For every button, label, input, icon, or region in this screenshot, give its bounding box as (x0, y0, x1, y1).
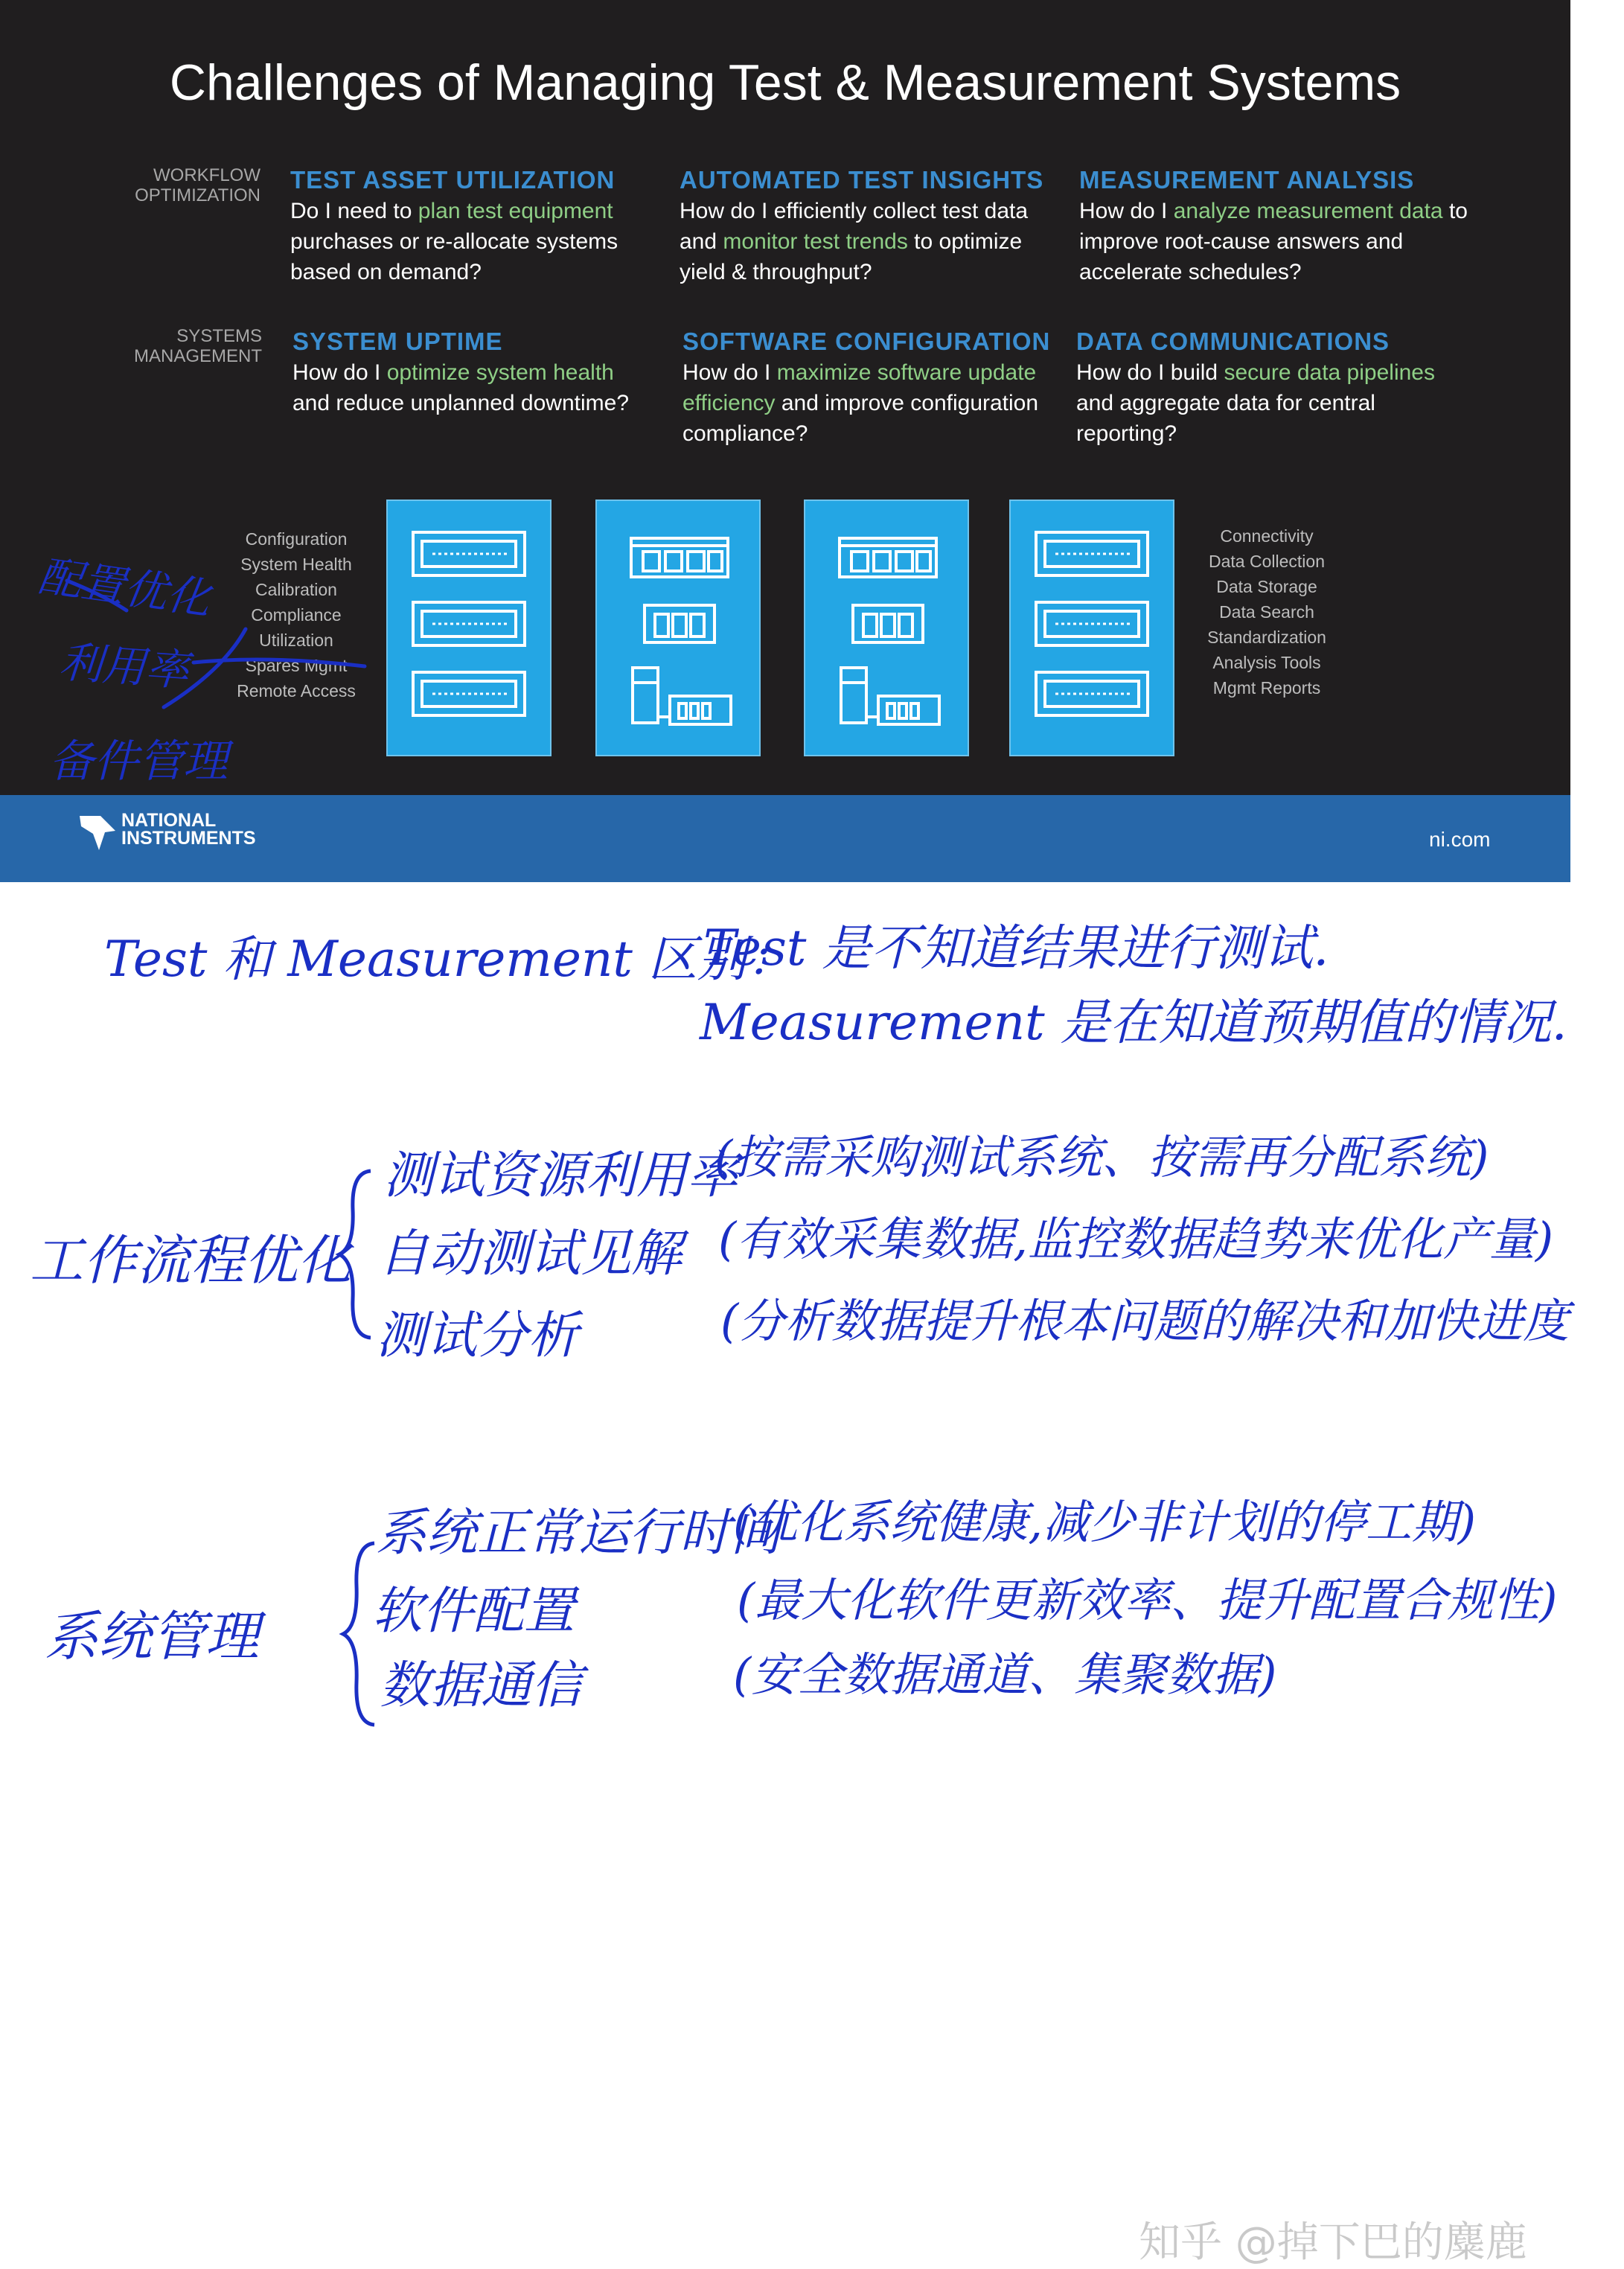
slide-title: Challenges of Managing Test & Measurement Systems (169, 54, 1401, 111)
row-label-line: WORKFLOW (153, 165, 260, 185)
card-text: purchases or re-allocate systems based on demand? (290, 229, 618, 284)
list-item: Mgmt Reports (1212, 678, 1321, 698)
list-item: Data Search (1219, 602, 1314, 622)
list-item: Connectivity (1220, 526, 1314, 546)
note-definition-label: Test 和 Measurement 区别： (104, 931, 796, 988)
ni-logo-text (121, 811, 256, 847)
note-group1-detail: (分析数据提升根本问题的解决和加快进度 (720, 1294, 1570, 1348)
list-item: Spares Mgmt (245, 656, 348, 675)
card-text: to improve root-cause answers and accelerate schedules? (1079, 199, 1468, 284)
slide (0, 0, 1570, 882)
card-title: TEST ASSET UTILIZATION (290, 166, 616, 194)
card-measurement-analysis (1079, 165, 1474, 287)
note-group1-label: 工作流程优化 (30, 1229, 352, 1292)
note-group1-item: 测试资源利用率 (383, 1146, 738, 1205)
logo-line: INSTRUMENTS (121, 828, 256, 849)
note-group2-item: 系统正常运行时间 (376, 1504, 781, 1563)
card-text: and improve configuration compliance? (682, 391, 1039, 446)
panel-instruments-2 (804, 500, 969, 756)
card-data-communications (1076, 326, 1463, 449)
panel-rack-servers-2 (1009, 500, 1174, 756)
list-item: Standardization (1207, 628, 1326, 647)
logo-line: NATIONAL (121, 810, 217, 831)
card-text: and aggregate data for central reporting? (1076, 391, 1375, 446)
margin-ink-strokes (0, 0, 447, 819)
row-label-line: MANAGEMENT (133, 346, 262, 366)
list-item: Analysis Tools (1212, 653, 1321, 672)
card-body (680, 196, 1037, 287)
note-group1-item: 测试分析 (376, 1306, 579, 1365)
card-highlight: monitor test trends (723, 229, 908, 254)
note-group1-detail: (按需采购测试系统、按需再分配系统) (715, 1130, 1489, 1184)
card-highlight: maximize software update efficiency (682, 360, 1037, 415)
list-item: Compliance (251, 605, 342, 625)
card-highlight: optimize system health (386, 360, 614, 385)
note-group1-detail: (有效采集数据,监控数据趋势来优化产量) (718, 1212, 1554, 1266)
card-highlight: plan test equipment (418, 199, 613, 223)
note-definition-line1: Test 是不知道结果进行测试. (703, 919, 1329, 977)
card-title: SOFTWARE CONFIGURATION (682, 328, 1051, 355)
note-group2-detail: (优化系统健康,减少非计划的停工期) (733, 1495, 1477, 1549)
card-body (1079, 196, 1474, 287)
panel-instruments (595, 500, 761, 756)
list-item: Utilization (259, 631, 333, 650)
instruments-icon (597, 501, 762, 758)
card-text: How do I (682, 360, 777, 385)
card-text: How do I efficiently collect test data and (680, 199, 1029, 254)
card-software-configuration (682, 326, 1051, 449)
margin-note-utilization: 利用率 (57, 636, 191, 696)
margin-note-spares: 备件管理 (49, 735, 228, 788)
margin-note-config: 配置优化 (35, 550, 214, 625)
card-automated-test-insights (680, 165, 1044, 287)
list-item: Data Collection (1209, 552, 1325, 571)
group1-brace (335, 1165, 380, 1344)
list-item: Remote Access (237, 681, 356, 701)
list-item: Calibration (255, 580, 337, 599)
note-group2-label: 系统管理 (45, 1605, 260, 1668)
card-body (682, 357, 1040, 449)
instruments-icon (805, 501, 971, 758)
note-group1-item: 自动测试见解 (378, 1225, 682, 1283)
list-item: Data Storage (1216, 577, 1317, 596)
card-text: and reduce unplanned downtime? (292, 391, 630, 415)
zhihu-watermark: 知乎 @掉下巴的麋鹿 (1139, 2218, 1527, 2267)
footer-site: ni.com (1429, 828, 1491, 851)
list-item: Configuration (245, 529, 348, 549)
handwritten-notes (0, 882, 1624, 2261)
card-text: Do I need to (290, 199, 418, 223)
card-highlight: analyze measurement data (1173, 199, 1443, 223)
ni-eagle-icon (78, 814, 120, 852)
card-body (1076, 357, 1463, 449)
card-title: MEASUREMENT ANALYSIS (1079, 166, 1415, 194)
card-title: AUTOMATED TEST INSIGHTS (680, 166, 1044, 194)
card-text: to optimize yield & throughput? (680, 229, 1023, 284)
card-highlight: secure data pipelines (1224, 360, 1435, 385)
card-text: How do I build (1076, 360, 1224, 385)
note-group2-detail: (安全数据通道、集聚数据) (733, 1647, 1277, 1702)
card-text: How do I (1079, 199, 1174, 223)
note-group2-item: 数据通信 (380, 1656, 583, 1715)
row-label-line: SYSTEMS (176, 326, 262, 346)
note-definition-line2: Measurement 是在知道预期值的情况. (700, 994, 1567, 1051)
right-feature-list (1170, 523, 1364, 701)
card-text: How do I (292, 360, 387, 385)
note-group2-detail: (最大化软件更新效率、提升配置合规性) (737, 1573, 1558, 1627)
card-title: SYSTEM UPTIME (292, 328, 503, 355)
rack-servers-icon (1011, 501, 1176, 758)
row-label-line: OPTIMIZATION (135, 185, 260, 205)
note-group2-item: 软件配置 (372, 1582, 575, 1641)
card-title: DATA COMMUNICATIONS (1076, 328, 1390, 355)
list-item: System Health (240, 555, 352, 574)
